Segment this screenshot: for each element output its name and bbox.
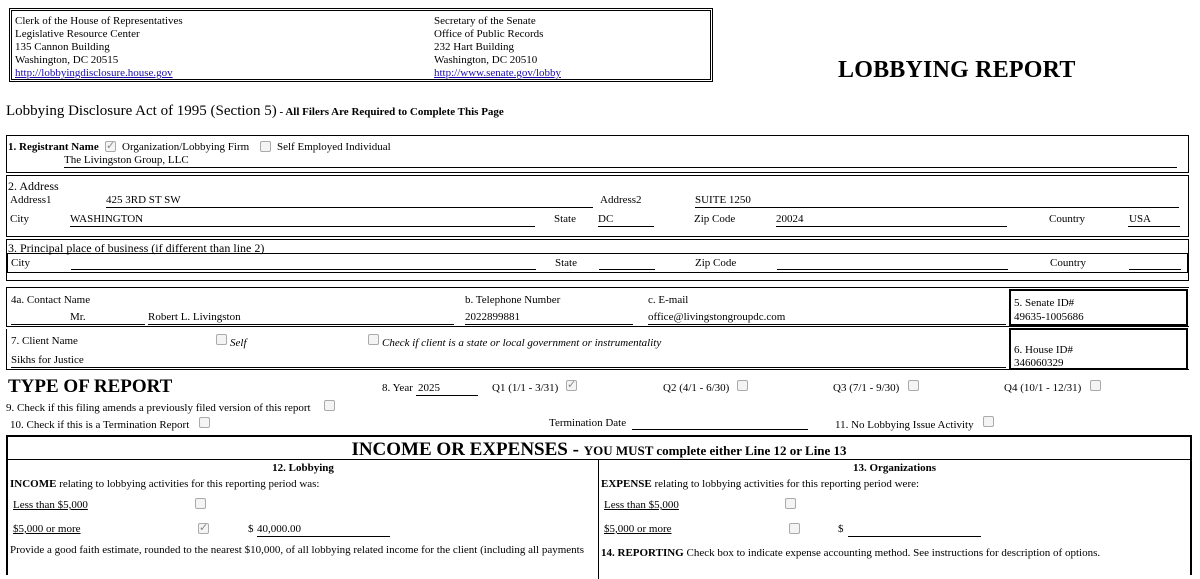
reporting-text: Check box to indicate expense accounting method. See instructions for description of options. <box>683 547 1101 559</box>
registrant-label: 1. Registrant Name <box>8 141 99 153</box>
principal-country-field[interactable] <box>1129 269 1181 270</box>
year-underline <box>416 395 478 396</box>
state-underline <box>598 226 654 227</box>
senate-address-line3: 232 Hart Building <box>434 41 515 53</box>
termination-date-field[interactable] <box>632 429 808 430</box>
amend-checkbox[interactable] <box>324 400 335 411</box>
contact-prefix-underline <box>11 324 145 325</box>
expense-less-label: Less than $5,000 <box>604 499 679 511</box>
house-address-line2: Legislative Resource Center <box>15 28 140 40</box>
address1-label: Address1 <box>10 194 52 206</box>
country-underline <box>1128 226 1180 227</box>
year-label: 8. Year <box>382 382 413 394</box>
page-title: LOBBYING REPORT <box>838 57 1076 83</box>
org-firm-checkbox[interactable] <box>105 141 116 152</box>
self-employed-checkbox[interactable] <box>260 141 271 152</box>
registrant-name-value[interactable]: The Livingston Group, LLC <box>64 154 189 166</box>
zip-label: Zip Code <box>694 213 736 225</box>
income-expenses-note: YOU MUST complete either Line 12 or Line 13 <box>583 443 847 458</box>
contact-prefix-value[interactable]: Mr. <box>70 311 86 323</box>
q3-checkbox[interactable] <box>908 380 919 391</box>
address1-value[interactable]: 425 3RD ST SW <box>106 194 181 206</box>
q2-label: Q2 (4/1 - 6/30) <box>663 382 730 394</box>
reporting-bold: 14. REPORTING <box>601 547 684 559</box>
expense-more-checkbox[interactable] <box>789 523 800 534</box>
expense-amount-field[interactable] <box>848 536 981 537</box>
state-value[interactable]: DC <box>598 213 614 225</box>
expense-amount-prefix: $ <box>838 523 844 535</box>
senate-id-label: 5. Senate ID# <box>1014 297 1075 309</box>
org-expense-text: relating to lobbying activities for this reporting period were: <box>651 478 920 490</box>
principal-zip-field[interactable] <box>777 269 1008 270</box>
house-id-value[interactable]: 346060329 <box>1014 357 1064 369</box>
income-less-label: Less than $5,000 <box>13 499 88 511</box>
income-amount-value[interactable]: 40,000.00 <box>257 523 301 535</box>
house-id-label: 6. House ID# <box>1014 344 1073 356</box>
organizations-heading: 13. Organizations <box>852 462 937 474</box>
amend-label: 9. Check if this filing amends a previously filed version of this report <box>6 402 311 414</box>
client-state-gov-checkbox[interactable] <box>368 334 379 345</box>
client-self-label: Self <box>230 337 247 349</box>
contact-name-label: 4a. Contact Name <box>11 294 91 306</box>
house-website-link[interactable]: http://lobbyingdisclosure.house.gov <box>15 67 173 79</box>
q4-label: Q4 (10/1 - 12/31) <box>1004 382 1082 394</box>
principal-zip-label: Zip Code <box>695 257 737 269</box>
org-firm-label: Organization/Lobbying Firm <box>122 141 250 153</box>
senate-id-value[interactable]: 49635-1005686 <box>1014 311 1084 323</box>
principal-state-label: State <box>555 257 577 269</box>
zip-underline <box>776 226 1007 227</box>
city-value[interactable]: WASHINGTON <box>70 213 144 225</box>
no-activity-checkbox[interactable] <box>983 416 994 427</box>
senate-website-link[interactable]: http://www.senate.gov/lobby <box>434 67 561 79</box>
income-more-label: $5,000 or more <box>13 523 81 535</box>
house-address-line4: Washington, DC 20515 <box>15 54 119 66</box>
act-title: Lobbying Disclosure Act of 1995 (Section 5) <box>6 103 277 119</box>
income-expenses-heading <box>8 439 1190 461</box>
org-expense-bold: EXPENSE <box>601 478 652 490</box>
principal-state-field[interactable] <box>599 269 655 270</box>
income-amount-prefix: $ <box>248 523 254 535</box>
year-value[interactable]: 2025 <box>418 382 440 394</box>
agency-address-box <box>9 8 713 82</box>
registrant-name-underline <box>64 167 1177 168</box>
principal-city-label: City <box>11 257 30 269</box>
house-address-line3: 135 Cannon Building <box>15 41 110 53</box>
city-underline <box>70 226 535 227</box>
principal-city-row <box>7 253 1188 273</box>
contact-name-underline <box>148 324 454 325</box>
house-id-box <box>1009 328 1188 370</box>
email-label: c. E-mail <box>648 294 689 306</box>
q1-label: Q1 (1/1 - 3/31) <box>492 382 559 394</box>
state-label: State <box>554 213 576 225</box>
city-label: City <box>10 213 29 225</box>
income-divider <box>8 459 1190 460</box>
phone-underline <box>465 324 633 325</box>
address1-underline <box>106 207 593 208</box>
senate-address-line4: Washington, DC 20510 <box>434 54 538 66</box>
lobbying-heading: 12. Lobbying <box>272 462 334 474</box>
zip-value[interactable]: 20024 <box>776 213 804 225</box>
address2-label: Address2 <box>600 194 642 206</box>
address2-value[interactable]: SUITE 1250 <box>695 194 751 206</box>
client-name-label: 7. Client Name <box>11 335 78 347</box>
no-activity-label: 11. No Lobbying Issue Activity <box>835 419 974 431</box>
reporting-method-note <box>601 547 1100 559</box>
registrant-section <box>6 135 1189 173</box>
type-of-report-heading: TYPE OF REPORT <box>8 376 173 397</box>
house-address-line1: Clerk of the House of Representatives <box>15 15 183 27</box>
email-underline <box>648 324 1006 325</box>
q2-checkbox[interactable] <box>737 380 748 391</box>
org-expense-desc <box>601 478 919 490</box>
principal-city-field[interactable] <box>71 269 536 270</box>
client-self-checkbox[interactable] <box>216 334 227 345</box>
client-name-underline <box>11 367 1006 368</box>
act-note: - All Filers Are Required to Complete This Page <box>276 106 504 118</box>
income-amount-underline <box>257 536 390 537</box>
principal-country-label: Country <box>1050 257 1087 269</box>
income-more-checkbox[interactable] <box>198 523 209 534</box>
phone-label: b. Telephone Number <box>465 294 561 306</box>
income-estimate-note: Provide a good faith estimate, rounded to the nearest $10,000, of all lobbying related income for the client (including all payments <box>10 544 584 556</box>
client-name-value[interactable]: Sikhs for Justice <box>11 354 84 366</box>
principal-place-section <box>6 239 1189 281</box>
senate-address-line1: Secretary of the Senate <box>434 15 536 27</box>
termination-date-label: Termination Date <box>549 417 627 429</box>
address2-underline <box>695 207 1179 208</box>
address-section <box>6 175 1189 237</box>
income-less-checkbox[interactable] <box>195 498 206 509</box>
lobbying-income-desc <box>10 478 319 490</box>
address-label: 2. Address <box>8 179 59 193</box>
country-label: Country <box>1049 213 1086 225</box>
client-state-gov-label: Check if client is a state or local government or instrumentality <box>382 337 662 349</box>
phone-value[interactable]: 2022899881 <box>465 311 520 323</box>
country-value[interactable]: USA <box>1129 213 1152 225</box>
q4-checkbox[interactable] <box>1090 380 1101 391</box>
termination-label: 10. Check if this is a Termination Report <box>10 419 190 431</box>
expense-more-label: $5,000 or more <box>604 523 672 535</box>
act-heading <box>6 103 504 120</box>
senate-id-box <box>1009 289 1188 326</box>
contact-name-value[interactable]: Robert L. Livingston <box>148 311 241 323</box>
lobbying-income-text: relating to lobbying activities for this reporting period was: <box>56 478 320 490</box>
senate-address-line2: Office of Public Records <box>434 28 544 40</box>
q1-checkbox[interactable] <box>566 380 577 391</box>
principal-place-label: 3. Principal place of business (if different than line 2) <box>8 241 265 255</box>
income-expenses-section <box>6 435 1192 575</box>
q3-label: Q3 (7/1 - 9/30) <box>833 382 900 394</box>
expense-less-checkbox[interactable] <box>785 498 796 509</box>
self-employed-label: Self Employed Individual <box>277 141 391 153</box>
income-expenses-title: INCOME OR EXPENSES - <box>351 439 584 460</box>
lobbying-income-bold: INCOME <box>10 478 57 490</box>
income-column-divider <box>598 459 599 579</box>
email-value[interactable]: office@livingstongroupdc.com <box>648 311 786 323</box>
termination-checkbox[interactable] <box>199 417 210 428</box>
